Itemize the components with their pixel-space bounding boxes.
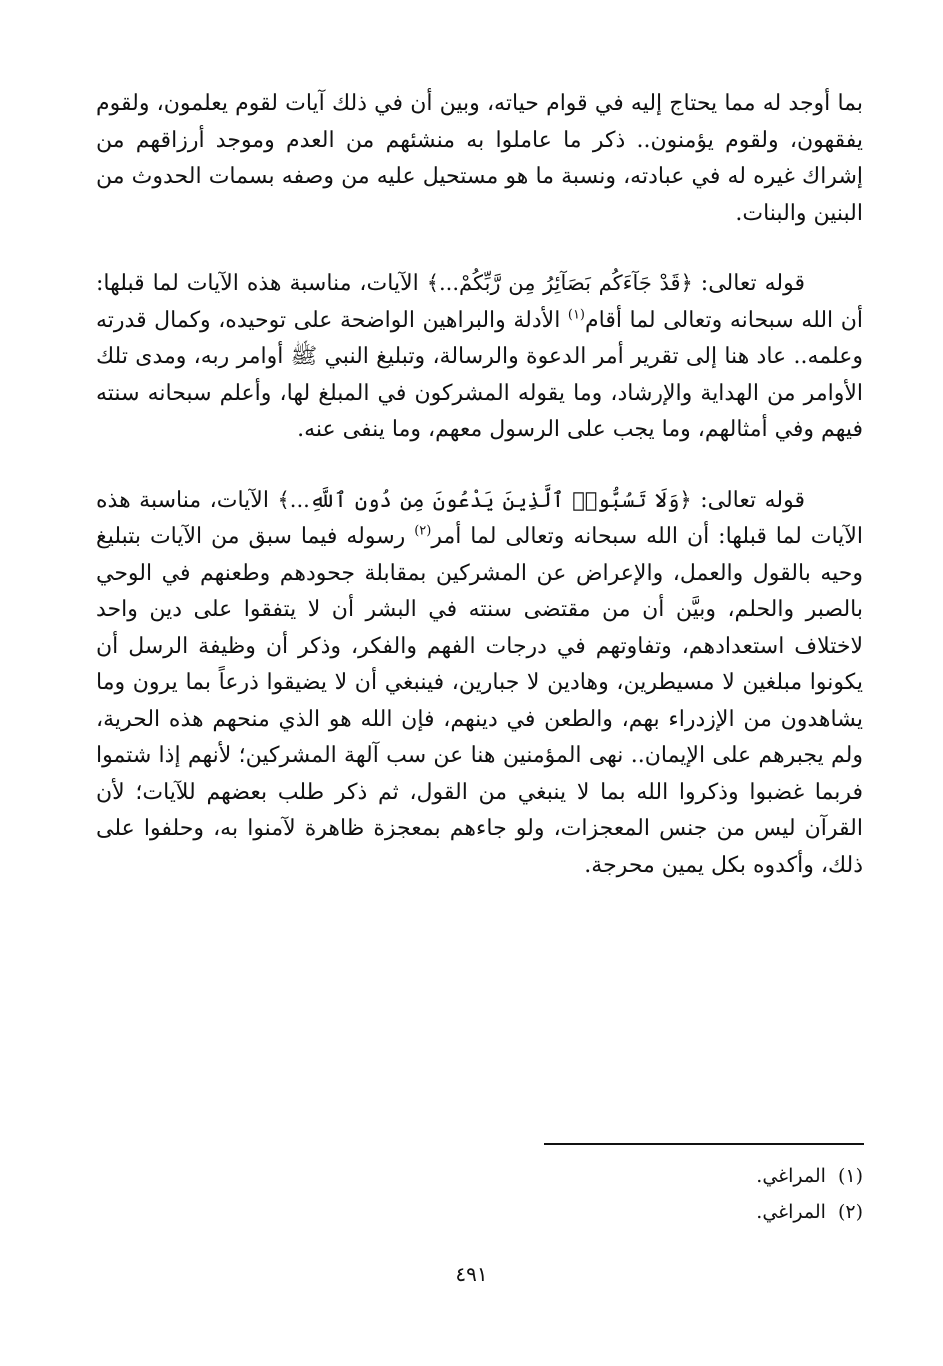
page-number: ٤٩١ [455,1262,488,1286]
paragraph-3-intro: قوله تعالى: [691,487,805,513]
footnote-2-number: (٢) [837,1201,863,1223]
paragraph-3-middle: الآيات، مناسبة هذه الآيات لما قبلها: أن الله سبحانه وتعالى لما أمر [96,487,864,549]
paragraph-1 [96,86,863,232]
paragraph-2-intro: قوله تعالى: [692,271,805,296]
main-text [96,86,863,917]
paragraph-2 [96,265,863,449]
footnote-1 [756,1158,863,1194]
paragraph-3-rest: رسوله فيما سبق من الآيات بتبليغ وحيه بالقول والعمل، والإعراض عن المشركين بمقابلة جحودهم وطعنهم في الوحي بالصبر والحلم، وبيَّن أن من مقتضى سنته في البشر أن لا يتفقوا على دين واحد لاختلاف استعدادهم، وتفاوتهم في درجات الفهم والفكر، وذكر أن وظيفة الرسل أن يكونوا مبلغين لا مسيطرين، وهادين لا جبارين، فينبغي أن لا يضيقوا ذرعاً بما يرون وما يشاهدون من الإزدراء بهم، والطعن في دينهم، فإن الله هو الذي منحهم هذه الحرية، ولم يجبرهم على الإيمان.. نهى المؤمنين هنا عن سب آلهة المشركين؛ لأنهم إذا شتموا فربما غضبوا وذكروا الله بما لا ينبغي من القول، ثم ذكر طلب بعضهم للآيات؛ لأن القرآن ليس من جنس المعجزات، ولو جاءهم بمعجزة ظاهرة لآمنوا به، وحلفوا على ذلك، وأكدوه بكل يمين محرجة. [96,524,864,878]
quran-verse-1: ﴿قَدْ جَآءَكُم بَصَآئِرُ مِن رَّبِّكُمْ...﴾ [426,271,693,295]
paragraph-1-text: بما أوجد له مما يحتاج إليه في قوام حياته، وبين أن في ذلك آيات لقوم يعلمون، ولقوم يفقهون، ولقوم يؤمنون.. ذكر ما عاملوا به منشئهم من العدم وموجد أرزاقهم من إشراك غيره له في عبادته، ونسبة ما هو مستحيل عليه من وصفه بسمات الحدوث من البنين والبنات. [96,91,863,226]
paragraph-2-middle: الآيات، مناسبة هذه الآيات لما قبلها: أن الله سبحانه وتعالى لما أقام [96,271,863,333]
paragraph-2-rest: الأدلة والبراهين الواضحة على توحيده، وكمال قدرته وعلمه.. عاد هنا إلى تقرير أمر الدعوة والرسالة، وتبليغ النبي ﷺ أوامر ربه، ومدى تلك الأوامر من الهداية والإرشاد، وما يقوله المشركون في المبلغ لها، وأعلم سبحانه سنته فيهم وفي أمثالهم، وما يجب على الرسول معهم، وما ينفى عنه. [96,307,863,442]
footnote-reference-1: (١) [567,307,585,323]
paragraph-3 [96,482,863,885]
footnote-1-text: المراغي. [756,1165,826,1187]
footnote-divider [544,1143,864,1145]
footnote-reference-2: (٢) [414,523,432,539]
footnote-2-text: المراغي. [756,1201,826,1223]
quran-verse-2: ﴿وَلَا تَسُبُّوا۟ ٱلَّذِينَ يَدْعُونَ مِن دُونِ ٱللَّهِ...﴾ [277,487,692,512]
footnote-1-number: (١) [837,1165,863,1187]
footnote-2 [756,1194,863,1230]
footnotes [756,1158,863,1230]
